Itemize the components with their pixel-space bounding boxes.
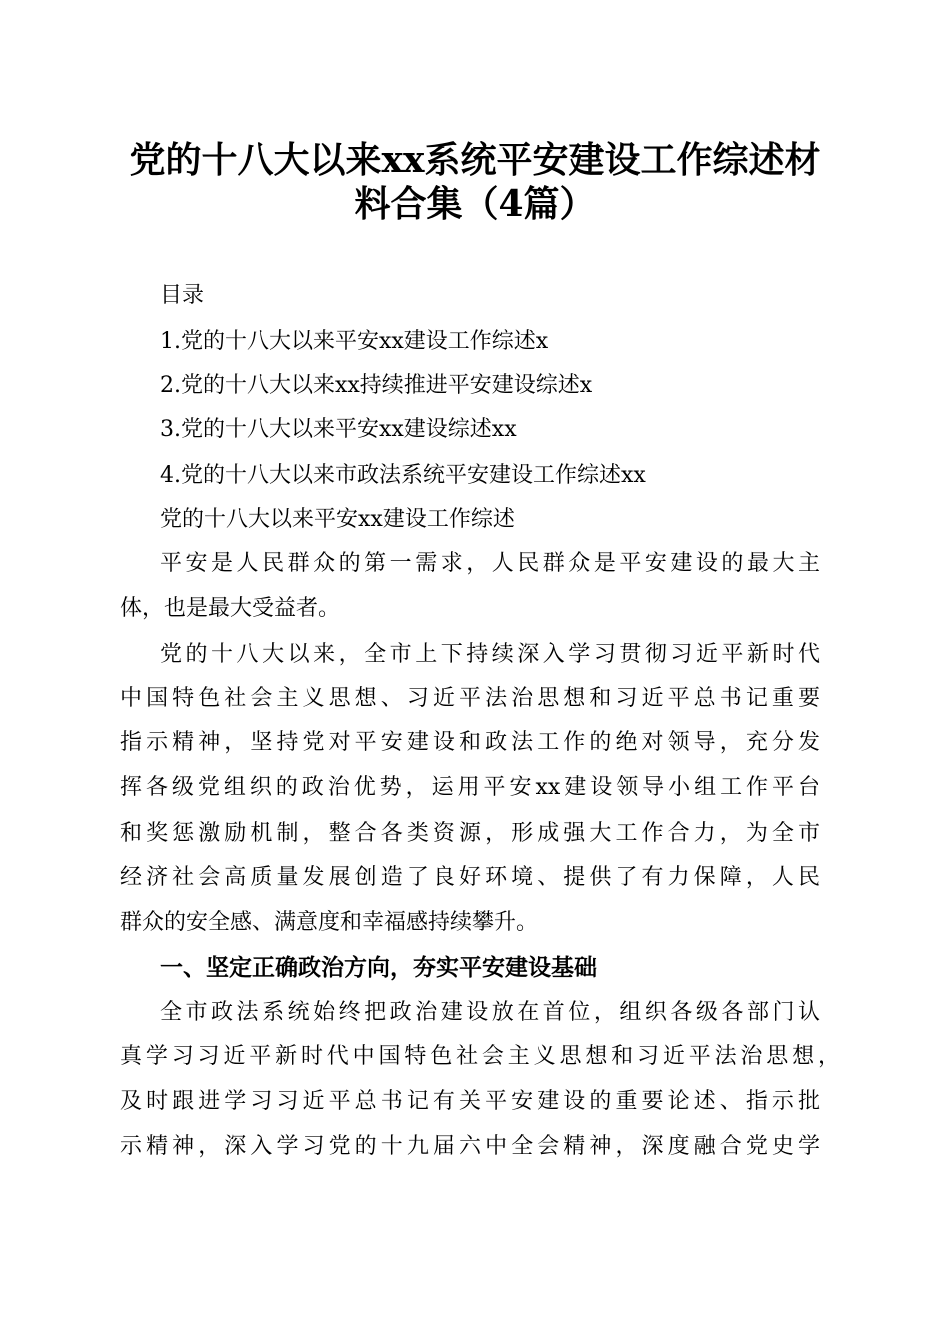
paragraph-2-line: 中国特色社会主义思想、习近平法治思想和习近平总书记重要 (120, 686, 820, 711)
paragraph-3-line: 真学习习近平新时代中国特色社会主义思想和习近平法治思想， (120, 1044, 840, 1069)
paragraph-3-line: 全市政法系统始终把政治建设放在首位，组织各级各部门认 (160, 1000, 820, 1025)
paragraph-2-line: 群众的安全感、满意度和幸福感持续攀升。 (120, 910, 539, 935)
paragraph-2-line: 党的十八大以来，全市上下持续深入学习贯彻习近平新时代 (160, 642, 820, 667)
toc-item-2: 2.党的十八大以来xx持续推进平安建设综述x (160, 373, 593, 398)
title-line-1: 党的十八大以来xx系统平安建设工作综述材 (129, 139, 821, 181)
article-title: 党的十八大以来平安xx建设工作综述 (160, 507, 515, 532)
paragraph-3-line: 示精神，深入学习党的十九届六中全会精神，深度融合党史学 (120, 1134, 820, 1159)
toc-item-3: 3.党的十八大以来平安xx建设综述xx (160, 417, 517, 442)
paragraph-2-line: 指示精神，坚持党对平安建设和政法工作的绝对领导，充分发 (120, 730, 820, 755)
paragraph-1-line: 平安是人民群众的第一需求，人民群众是平安建设的最大主 (160, 551, 820, 576)
paragraph-1-line: 体，也是最大受益者。 (120, 596, 341, 621)
paragraph-2-line: 挥各级党组织的政治优势，运用平安xx建设领导小组工作平台 (120, 775, 820, 800)
document-title (100, 138, 850, 226)
paragraph-2-line: 经济社会高质量发展创造了良好环境、提供了有力保障，人民 (120, 865, 820, 890)
section-heading: 一、坚定正确政治方向，夯实平安建设基础 (160, 955, 597, 981)
title-line-2: 料合集（4篇） (354, 183, 596, 225)
toc-item-1: 1.党的十八大以来平安xx建设工作综述x (160, 329, 549, 354)
toc-label: 目录 (160, 283, 205, 308)
paragraph-2-line: 和奖惩激励机制，整合各类资源，形成强大工作合力，为全市 (120, 821, 820, 846)
paragraph-3-line: 及时跟进学习习近平总书记有关平安建设的重要论述、指示批 (120, 1089, 820, 1114)
toc-item-4: 4.党的十八大以来市政法系统平安建设工作综述xx (160, 463, 646, 488)
